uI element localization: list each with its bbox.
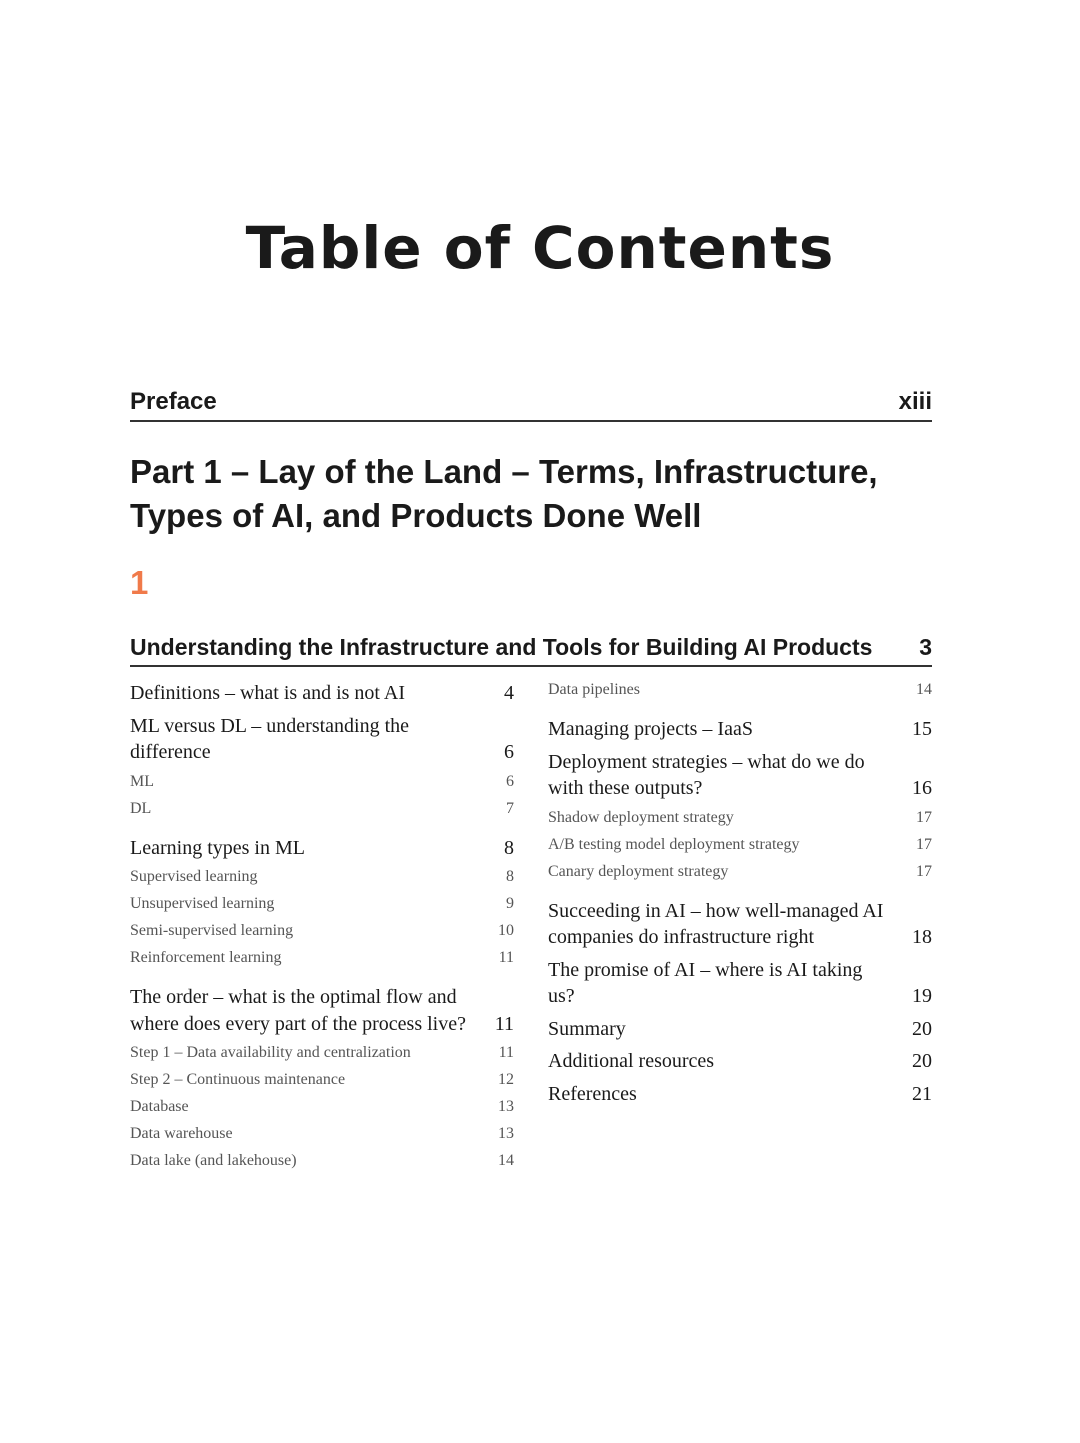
entry-page: 14 [916,681,932,698]
entry-title: Shadow deployment strategy [548,808,734,826]
entry-page: 10 [498,922,514,939]
toc-entry[interactable] [548,716,932,743]
entry-title: Step 2 – Continuous maintenance [130,1071,346,1088]
entry-page: 21 [912,1082,932,1105]
entry-title: The order – what is the optimal flow and where does every part of the process live? [130,986,466,1035]
toc-entry-chapter[interactable] [130,634,932,667]
toc-subentry[interactable] [130,1151,514,1171]
toc-subentry[interactable] [130,1124,514,1144]
entry-page: 11 [498,1044,514,1061]
entry-page: 14 [498,1152,514,1169]
entry-title: Definitions – what is and is not AI [130,682,405,704]
toc-subentry[interactable] [130,894,514,914]
entry-title: Supervised learning [130,868,258,885]
entry-page: 20 [912,1050,932,1072]
entry-title: Summary [548,1017,626,1040]
entry-title: Canary deployment strategy [548,862,729,880]
entry-page: 11 [494,1012,514,1035]
entry-title: ML [130,772,154,790]
toc-subentry[interactable] [548,808,932,828]
entry-title: Data pipelines [548,681,640,698]
toc-entry[interactable] [548,749,932,802]
toc-subentry[interactable] [548,835,932,855]
entry-title: DL [130,799,152,817]
entry-title: Learning types in ML [130,836,305,859]
toc-entry[interactable] [548,1081,932,1108]
entry-title: Semi-supervised learning [130,922,294,939]
toc-entry[interactable] [130,835,514,862]
entry-page: 20 [912,1017,932,1040]
entry-title: Unsupervised learning [130,895,275,912]
entry-title: The promise of AI – where is AI taking us? [548,958,863,1007]
entry-page: 12 [498,1071,514,1088]
entry-page: 13 [498,1098,514,1115]
toc-subentry[interactable] [130,948,514,968]
toc-subentry[interactable] [130,799,514,819]
entry-title: ML versus DL – understanding the difference [130,714,410,763]
toc-entry[interactable] [130,713,514,766]
part-heading-line2: Types of AI, and Products Done Well [130,497,702,534]
entry-page: 19 [912,985,932,1007]
entry-title: Additional resources [548,1050,715,1072]
toc-entry[interactable] [130,984,514,1037]
entry-page: 7 [506,799,514,817]
toc-subentry[interactable] [548,680,932,700]
toc-subentry[interactable] [548,862,932,882]
entry-page: 16 [912,777,932,799]
toc-entry[interactable] [548,1016,932,1043]
entry-page: 17 [916,835,932,853]
entry-page: 8 [504,836,514,859]
entry-title: Step 1 – Data availability and centralization [130,1044,411,1061]
entry-page: 6 [504,741,514,763]
entry-title: A/B testing model deployment strategy [548,835,800,853]
entry-page: 11 [498,949,514,966]
toc-subentry[interactable] [130,1043,514,1063]
entry-title: Database [130,1098,189,1115]
toc-column-right [548,680,932,1113]
entry-page: 4 [504,682,514,704]
toc-entry[interactable] [548,957,932,1010]
entry-title: Deployment strategies – what do we do with these outputs? [548,750,865,799]
entry-page: 6 [506,772,514,790]
chapter-title: Understanding the Infrastructure and Tools for Building AI Products [130,634,873,660]
preface-page: xiii [898,388,932,415]
toc-entry[interactable] [548,898,932,951]
toc-column-left [130,680,514,1178]
entry-title: Succeeding in AI – how well-managed AI companies do infrastructure right [548,899,884,948]
entry-title: Data warehouse [130,1125,233,1142]
entry-page: 9 [506,895,514,912]
toc-subentry[interactable] [130,772,514,792]
toc-subentry[interactable] [130,867,514,887]
chapter-number: 1 [130,564,149,601]
entry-title: References [548,1082,637,1105]
toc-entry[interactable] [130,680,514,707]
entry-title: Managing projects – IaaS [548,718,753,740]
entry-title: Data lake (and lakehouse) [130,1152,297,1169]
entry-page: 17 [916,808,932,826]
part-heading-line1: Part 1 – Lay of the Land – Terms, Infrastructure, [130,453,878,490]
toc-entry-preface[interactable] [130,388,932,422]
chapter-page: 3 [919,634,932,660]
page-title: Table of Contents [245,214,835,282]
toc-subentry[interactable] [130,1097,514,1117]
preface-label: Preface [130,388,217,415]
entry-page: 15 [912,718,932,740]
entry-page: 13 [498,1125,514,1142]
entry-page: 17 [916,862,932,880]
toc-subentry[interactable] [130,921,514,941]
part-heading [130,450,932,538]
toc-subentry[interactable] [130,1070,514,1090]
entry-page: 8 [506,868,514,885]
entry-page: 18 [912,926,932,948]
toc-entry[interactable] [548,1048,932,1075]
entry-title: Reinforcement learning [130,949,282,966]
